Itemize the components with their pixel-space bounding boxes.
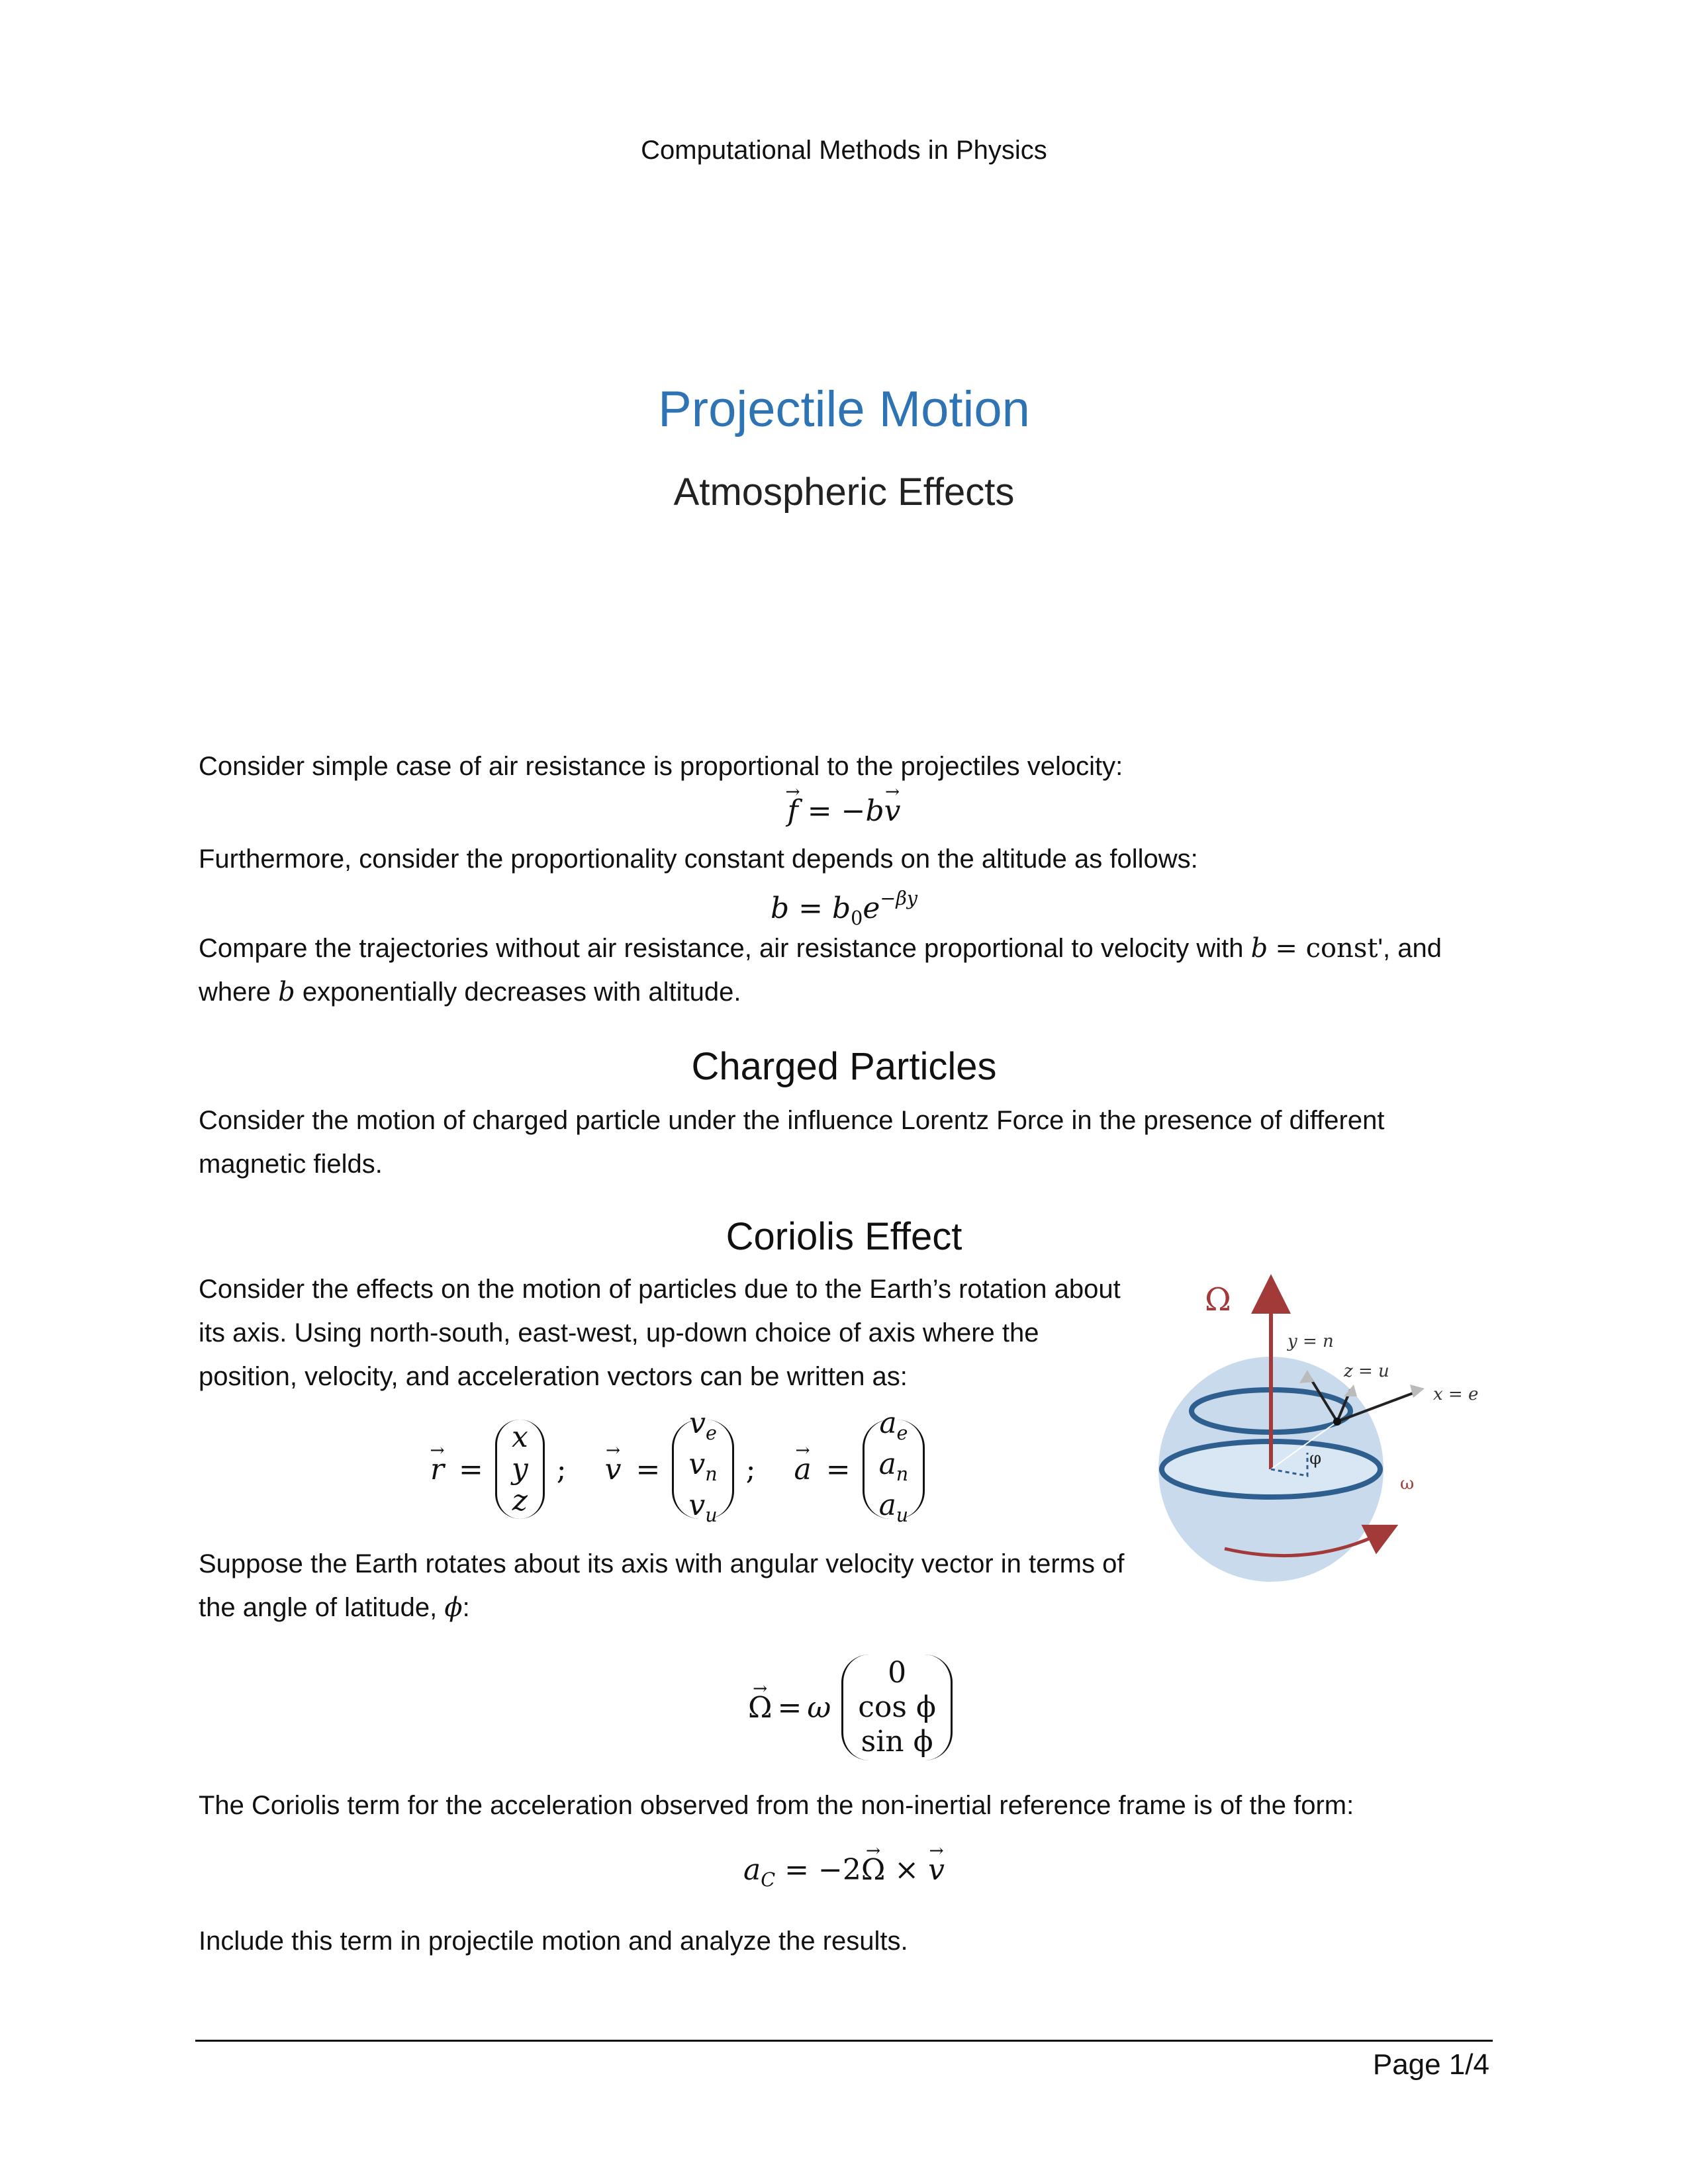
- r-vector: x y z: [495, 1420, 545, 1519]
- a-vector: $a_e$ $a_n$ $a_u$: [863, 1420, 925, 1519]
- a-vector-label: → a: [794, 1453, 811, 1486]
- paragraph-altitude: Furthermore, consider the proportionality constant depends on the altitude as follows:: [199, 844, 1198, 874]
- section-heading-charged: Charged Particles: [691, 1045, 997, 1088]
- omega-axis-label: Ω: [1205, 1281, 1231, 1318]
- observer-point: [1333, 1418, 1341, 1426]
- paragraph-air-resistance: Consider simple case of air resistance is proportional to the projectiles velocity:: [199, 752, 1123, 781]
- page-number: Page 1/4: [1372, 2048, 1489, 2081]
- paragraph-coriolis-term: The Coriolis term for the acceleration observed from the non-inertial reference frame is of the form:: [199, 1791, 1354, 1820]
- earth-rotation-figure: [1139, 1271, 1496, 1588]
- r-vector-label: → r: [430, 1453, 444, 1486]
- document-title: Projectile Motion: [658, 381, 1030, 437]
- v-vector-label: → v: [605, 1453, 622, 1486]
- y-axis-label: y = n: [1288, 1332, 1334, 1351]
- paragraph-angular-velocity: Suppose the Earth rotates about its axis with angular velocity vector in terms of the angle of latitude, ϕ:: [199, 1549, 1125, 1623]
- paragraph-compare: Compare the trajectories without air resistance, air resistance proportional to velocity with b = const', and where b exponentially decreases with altitude.: [199, 933, 1442, 1007]
- equation-position-velocity-acceleration: → r = x y z ; → v = $v_e$ $v_n$ $v_u$ ; → a = $a_e$ $a_n$ $a_u$: [430, 1416, 930, 1522]
- x-axis-arrowhead: [1410, 1385, 1425, 1398]
- v-vector: $v_e$ $v_n$ $v_u$: [672, 1420, 733, 1519]
- equation-exponential-b: $b = b_0e^{-\beta y}$: [770, 887, 918, 930]
- equation-drag-force: → f = −b→ v: [0, 794, 1688, 828]
- phi-label: φ: [1309, 1449, 1322, 1469]
- paragraph-lorentz: Consider the motion of charged particle under the influence Lorentz Force in the presence of different magnetic fields.: [199, 1106, 1385, 1179]
- section-heading-atmospheric: Atmospheric Effects: [673, 471, 1015, 514]
- paragraph-coriolis-intro: Consider the effects on the motion of particles due to the Earth’s rotation about its axis. Using north-south, east-west, up-down choice of axis where the position, velocity, and acceleration vectors can be written as:: [199, 1275, 1121, 1391]
- x-axis-label: x = e: [1433, 1385, 1479, 1404]
- equation-coriolis-acceleration: $a_C = -2\to \Omega$ × → v: [0, 1853, 1688, 1891]
- page-header: Computational Methods in Physics: [641, 136, 1047, 165]
- omega-vector-label: → Ω: [748, 1691, 772, 1725]
- section-heading-coriolis: Coriolis Effect: [726, 1215, 962, 1258]
- omega-rotation-label: ω: [1400, 1474, 1415, 1494]
- footer-divider: [195, 2040, 1493, 2042]
- omega-vector: 0 cos ϕ sin ϕ: [841, 1655, 953, 1760]
- paragraph-conclusion: Include this term in projectile motion and analyze the results.: [199, 1927, 908, 1956]
- equation-omega-vector: → Ω = ω 0 cos ϕ sin ϕ: [748, 1655, 958, 1760]
- z-axis-label: z = u: [1344, 1361, 1389, 1381]
